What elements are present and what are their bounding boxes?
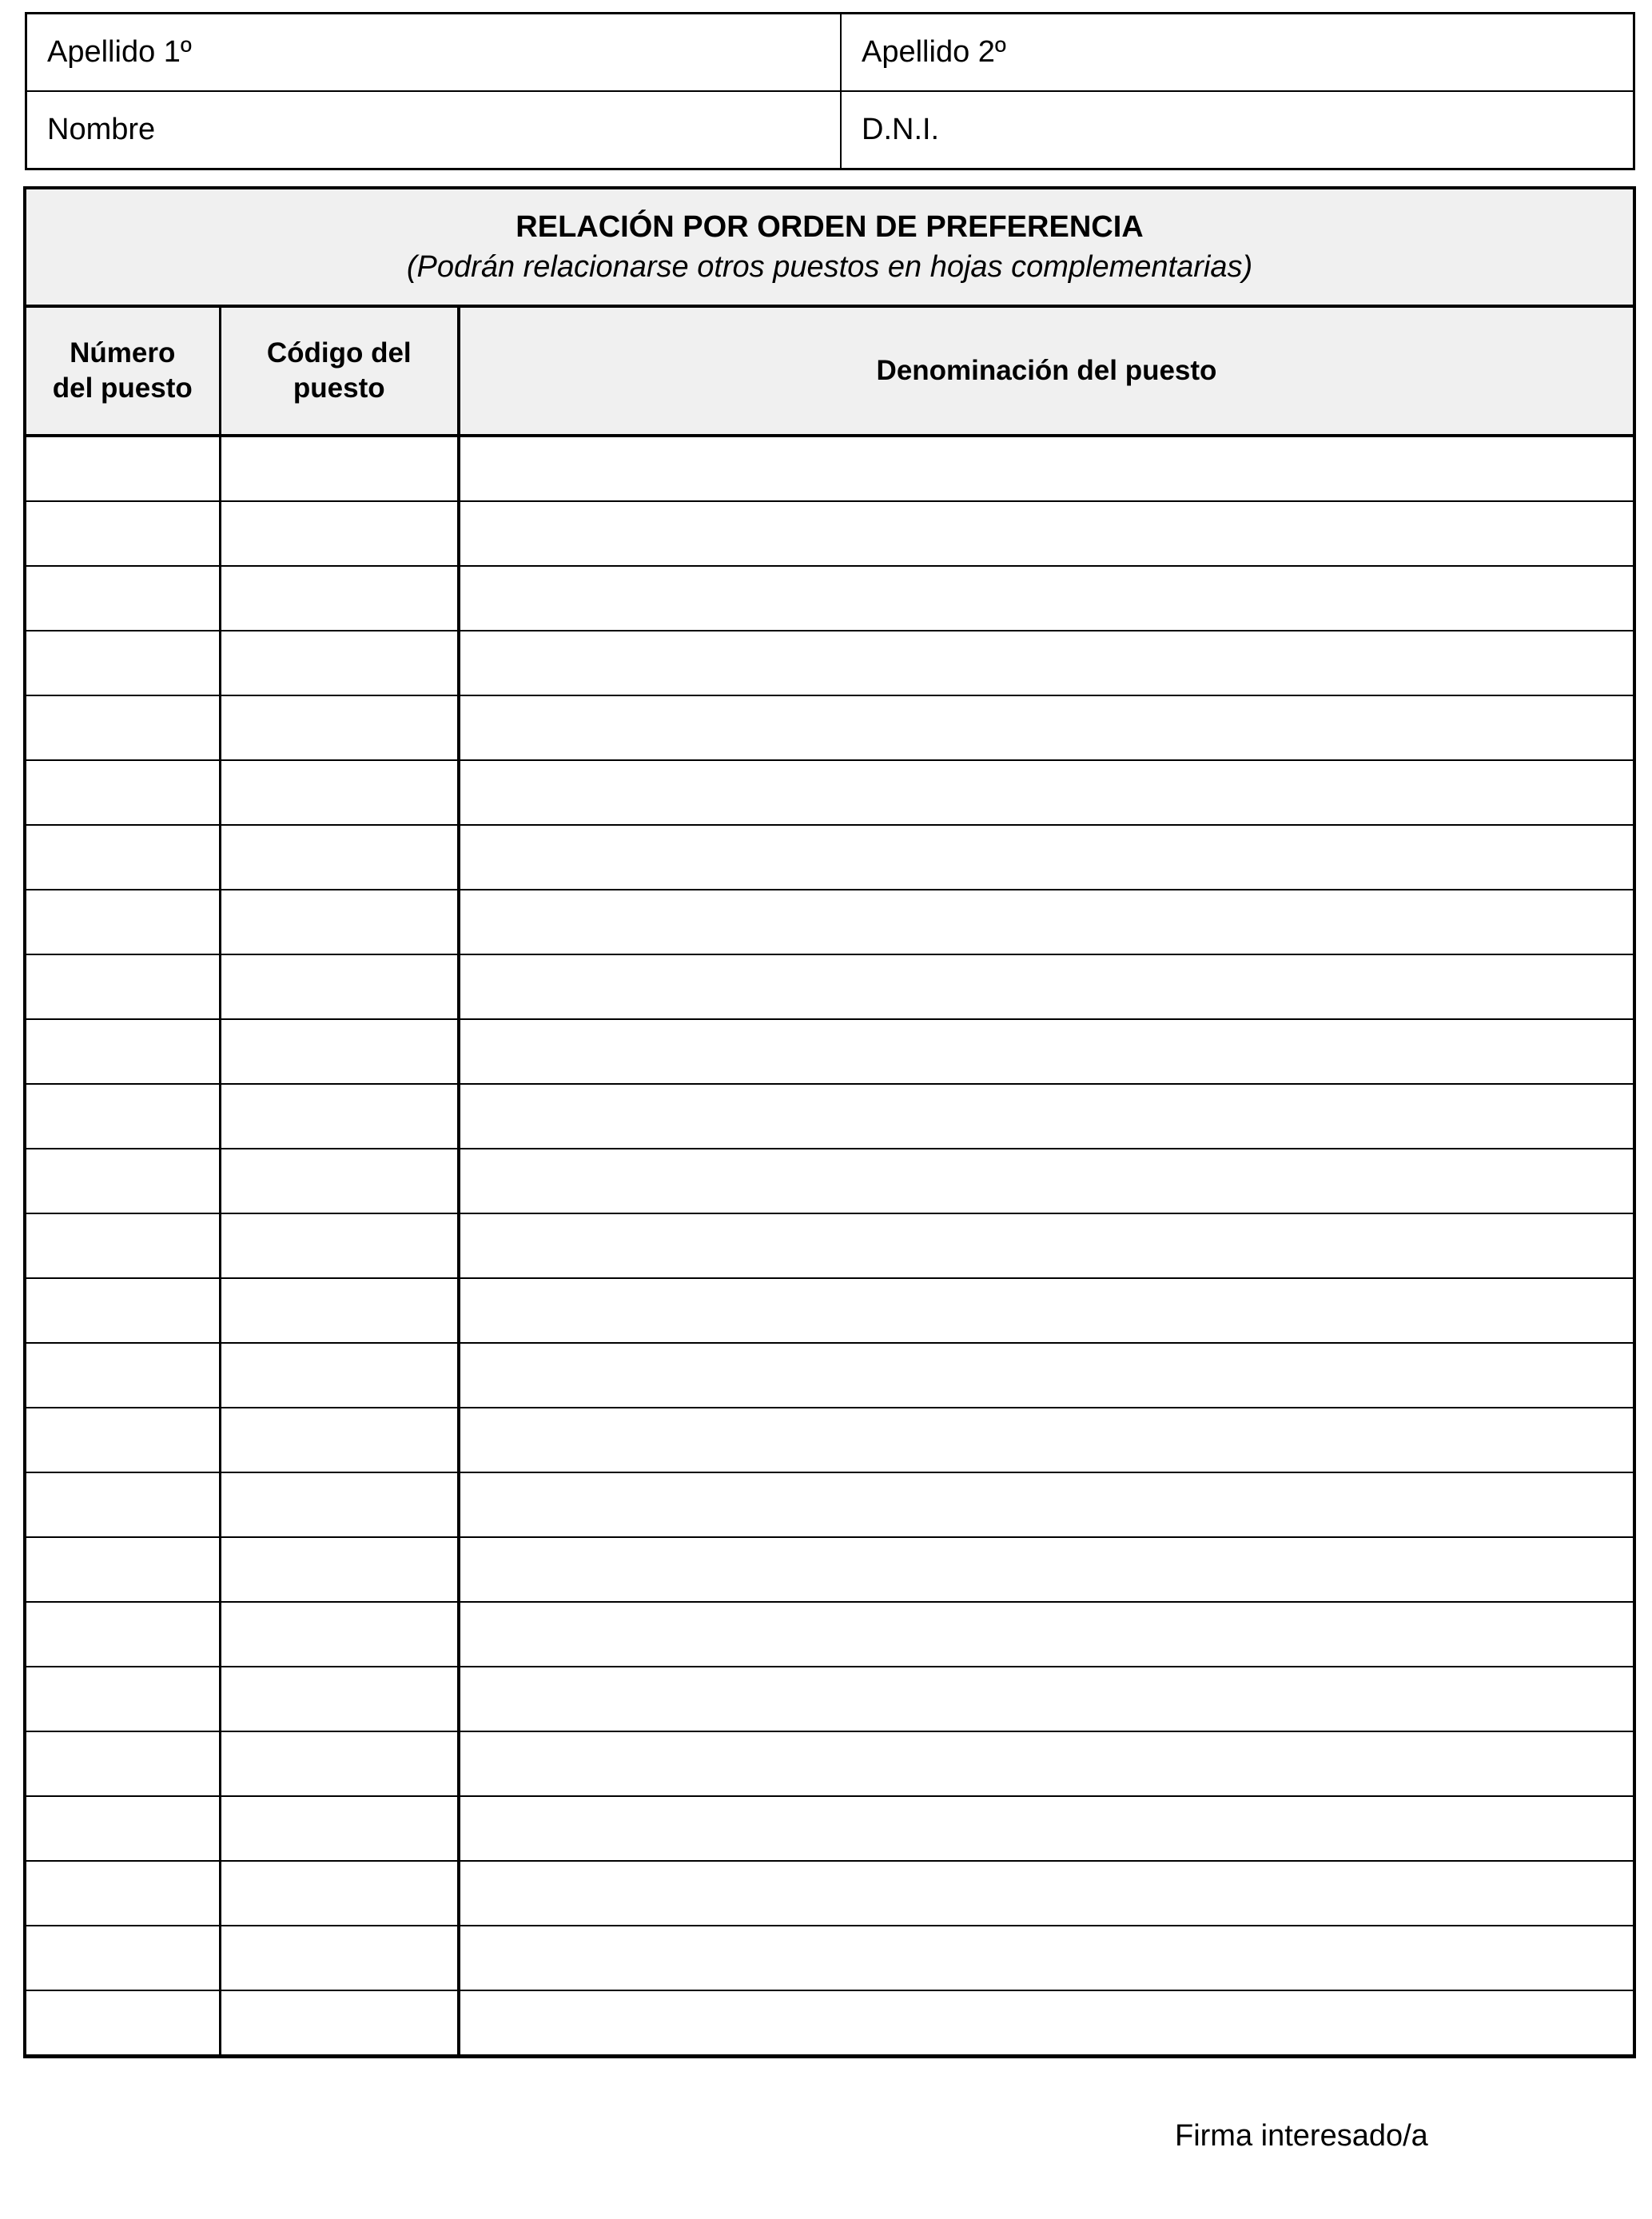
numero-del-puesto-cell[interactable] (25, 760, 220, 825)
preference-row (25, 1213, 1634, 1278)
preference-row (25, 1343, 1634, 1408)
denominacion-del-puesto-cell[interactable] (459, 1019, 1634, 1084)
codigo-del-puesto-cell[interactable] (220, 1408, 459, 1472)
denominacion-del-puesto-cell[interactable] (459, 1084, 1634, 1149)
preference-row (25, 1084, 1634, 1149)
column-header-denominacion-del-puesto (459, 306, 1634, 436)
denominacion-del-puesto-cell[interactable] (459, 1796, 1634, 1861)
preference-row (25, 1278, 1634, 1343)
preference-row (25, 825, 1634, 890)
denominacion-del-puesto-cell[interactable] (459, 1602, 1634, 1667)
numero-del-puesto-cell[interactable] (25, 1796, 220, 1861)
codigo-del-puesto-cell[interactable] (220, 1990, 459, 2057)
numero-del-puesto-cell[interactable] (25, 1213, 220, 1278)
dni-label: D.N.I. (862, 113, 940, 146)
numero-del-puesto-cell[interactable] (25, 1537, 220, 1602)
numero-del-puesto-cell[interactable] (25, 1343, 220, 1408)
column-header-line: Denominación del puesto (876, 355, 1217, 386)
numero-del-puesto-cell[interactable] (25, 1731, 220, 1796)
column-header-codigo-del-puesto (220, 306, 459, 436)
apellido2-label: Apellido 2º (862, 35, 1006, 69)
codigo-del-puesto-cell[interactable] (220, 1861, 459, 1926)
codigo-del-puesto-cell[interactable] (220, 566, 459, 631)
preference-row (25, 954, 1634, 1019)
preference-title-row (25, 188, 1634, 306)
codigo-del-puesto-cell[interactable] (220, 1084, 459, 1149)
column-header-numero-del-puesto (25, 306, 220, 436)
denominacion-del-puesto-cell[interactable] (459, 501, 1634, 566)
apellido2-field[interactable] (841, 14, 1634, 92)
denominacion-del-puesto-cell[interactable] (459, 1278, 1634, 1343)
codigo-del-puesto-cell[interactable] (220, 1602, 459, 1667)
numero-del-puesto-cell[interactable] (25, 1990, 220, 2057)
preference-row (25, 436, 1634, 501)
numero-del-puesto-cell[interactable] (25, 566, 220, 631)
denominacion-del-puesto-cell[interactable] (459, 566, 1634, 631)
denominacion-del-puesto-cell[interactable] (459, 1213, 1634, 1278)
denominacion-del-puesto-cell[interactable] (459, 760, 1634, 825)
denominacion-del-puesto-cell[interactable] (459, 1343, 1634, 1408)
personal-row-1 (26, 14, 1634, 92)
column-header-line: del puesto (52, 372, 193, 404)
numero-del-puesto-cell[interactable] (25, 501, 220, 566)
column-header-line: puesto (293, 372, 385, 404)
codigo-del-puesto-cell[interactable] (220, 1213, 459, 1278)
codigo-del-puesto-cell[interactable] (220, 1731, 459, 1796)
preference-row (25, 1796, 1634, 1861)
preference-row (25, 631, 1634, 695)
codigo-del-puesto-cell[interactable] (220, 1926, 459, 1990)
preference-row (25, 1731, 1634, 1796)
codigo-del-puesto-cell[interactable] (220, 890, 459, 954)
column-header-line: Código del (266, 337, 412, 369)
codigo-del-puesto-cell[interactable] (220, 825, 459, 890)
denominacion-del-puesto-cell[interactable] (459, 1990, 1634, 2057)
preference-row (25, 1408, 1634, 1472)
codigo-del-puesto-cell[interactable] (220, 1019, 459, 1084)
codigo-del-puesto-cell[interactable] (220, 954, 459, 1019)
signature-label: Firma interesado/a (1175, 2119, 1428, 2153)
personal-info-table (25, 12, 1635, 170)
denominacion-del-puesto-cell[interactable] (459, 1149, 1634, 1213)
preference-row (25, 890, 1634, 954)
denominacion-del-puesto-cell[interactable] (459, 631, 1634, 695)
preference-table (23, 186, 1636, 2058)
numero-del-puesto-cell[interactable] (25, 1278, 220, 1343)
numero-del-puesto-cell[interactable] (25, 631, 220, 695)
preference-row (25, 1990, 1634, 2057)
preference-row (25, 1537, 1634, 1602)
numero-del-puesto-cell[interactable] (25, 890, 220, 954)
codigo-del-puesto-cell[interactable] (220, 695, 459, 760)
denominacion-del-puesto-cell[interactable] (459, 954, 1634, 1019)
denominacion-del-puesto-cell[interactable] (459, 890, 1634, 954)
preference-table-body (25, 436, 1634, 2057)
numero-del-puesto-cell[interactable] (25, 1861, 220, 1926)
codigo-del-puesto-cell[interactable] (220, 436, 459, 501)
numero-del-puesto-cell[interactable] (25, 1019, 220, 1084)
preference-row (25, 695, 1634, 760)
numero-del-puesto-cell[interactable] (25, 1602, 220, 1667)
codigo-del-puesto-cell[interactable] (220, 1667, 459, 1731)
numero-del-puesto-cell[interactable] (25, 695, 220, 760)
apellido1-field[interactable] (26, 14, 842, 92)
preference-row (25, 760, 1634, 825)
apellido1-label: Apellido 1º (47, 35, 192, 69)
preference-row (25, 1472, 1634, 1537)
preference-row (25, 1861, 1634, 1926)
dni-field[interactable] (841, 91, 1634, 169)
codigo-del-puesto-cell[interactable] (220, 1472, 459, 1537)
denominacion-del-puesto-cell[interactable] (459, 1861, 1634, 1926)
codigo-del-puesto-cell[interactable] (220, 1278, 459, 1343)
codigo-del-puesto-cell[interactable] (220, 760, 459, 825)
codigo-del-puesto-cell[interactable] (220, 501, 459, 566)
numero-del-puesto-cell[interactable] (25, 1084, 220, 1149)
preference-row (25, 566, 1634, 631)
denominacion-del-puesto-cell[interactable] (459, 1472, 1634, 1537)
numero-del-puesto-cell[interactable] (25, 1472, 220, 1537)
personal-row-2 (26, 91, 1634, 169)
preference-row (25, 1149, 1634, 1213)
denominacion-del-puesto-cell[interactable] (459, 436, 1634, 501)
numero-del-puesto-cell[interactable] (25, 1408, 220, 1472)
denominacion-del-puesto-cell[interactable] (459, 1408, 1634, 1472)
preference-row (25, 1926, 1634, 1990)
numero-del-puesto-cell[interactable] (25, 436, 220, 501)
denominacion-del-puesto-cell[interactable] (459, 695, 1634, 760)
preference-row (25, 1602, 1634, 1667)
preference-table-subtitle: (Podrán relacionarse otros puestos en hojas complementarias) (406, 250, 1253, 284)
preference-row (25, 1019, 1634, 1084)
denominacion-del-puesto-cell[interactable] (459, 1667, 1634, 1731)
preference-title-cell (25, 188, 1634, 306)
nombre-label: Nombre (47, 113, 156, 146)
nombre-field[interactable] (26, 91, 842, 169)
denominacion-del-puesto-cell[interactable] (459, 825, 1634, 890)
codigo-del-puesto-cell[interactable] (220, 1343, 459, 1408)
numero-del-puesto-cell[interactable] (25, 1149, 220, 1213)
preference-row (25, 1667, 1634, 1731)
column-header-line: Número (70, 337, 176, 369)
denominacion-del-puesto-cell[interactable] (459, 1731, 1634, 1796)
numero-del-puesto-cell[interactable] (25, 1667, 220, 1731)
preference-header-row (25, 306, 1634, 436)
denominacion-del-puesto-cell[interactable] (459, 1926, 1634, 1990)
codigo-del-puesto-cell[interactable] (220, 1537, 459, 1602)
numero-del-puesto-cell[interactable] (25, 954, 220, 1019)
numero-del-puesto-cell[interactable] (25, 825, 220, 890)
codigo-del-puesto-cell[interactable] (220, 631, 459, 695)
denominacion-del-puesto-cell[interactable] (459, 1537, 1634, 1602)
codigo-del-puesto-cell[interactable] (220, 1149, 459, 1213)
preference-table-title: RELACIÓN POR ORDEN DE PREFERENCIA (516, 210, 1144, 244)
codigo-del-puesto-cell[interactable] (220, 1796, 459, 1861)
preference-row (25, 501, 1634, 566)
numero-del-puesto-cell[interactable] (25, 1926, 220, 1990)
